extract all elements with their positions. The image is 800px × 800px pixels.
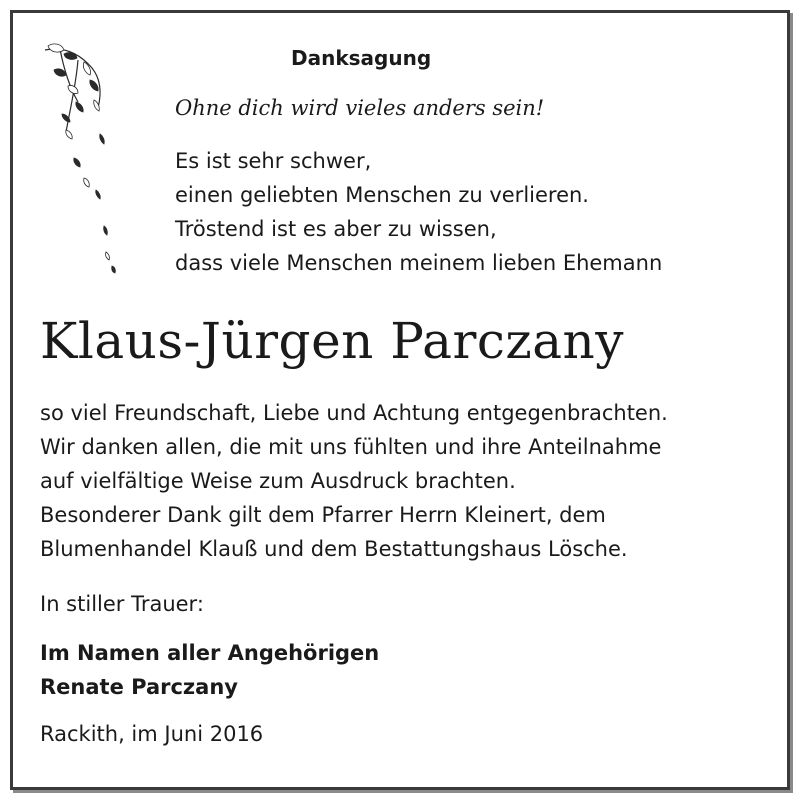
notice-heading: Danksagung [291,46,432,70]
thanks-line: Blumenhandel Klauß und dem Bestattungshaus Lösche. [40,537,628,561]
mourning-label: In stiller Trauer: [40,592,204,616]
deceased-name: Klaus-Jürgen Parczany [40,312,624,370]
thanks-line: auf vielfältige Weise zum Ausdruck brachten. [40,469,516,493]
falling-leaves-branch-icon [40,40,130,290]
place-date: Rackith, im Juni 2016 [40,722,264,746]
intro-text [175,144,662,280]
signers [40,636,379,704]
intro-line: Tröstend ist es aber zu wissen, [175,217,497,241]
thanks-line: Besonderer Dank gilt dem Pfarrer Herrn Kleinert, dem [40,503,606,527]
intro-line: Es ist sehr schwer, [175,149,372,173]
motto: Ohne dich wird vieles anders sein! [175,96,545,120]
thanks-text [40,396,668,566]
intro-line: einen geliebten Menschen zu verlieren. [175,183,589,207]
signer-line: Renate Parczany [40,675,238,699]
thanks-line: Wir danken allen, die mit uns fühlten und ihre Anteilnahme [40,435,662,459]
signer-line: Im Namen aller Angehörigen [40,641,380,665]
thanks-line: so viel Freundschaft, Liebe und Achtung entgegenbrachten. [40,401,668,425]
intro-line: dass viele Menschen meinem lieben Ehemann [175,251,663,275]
